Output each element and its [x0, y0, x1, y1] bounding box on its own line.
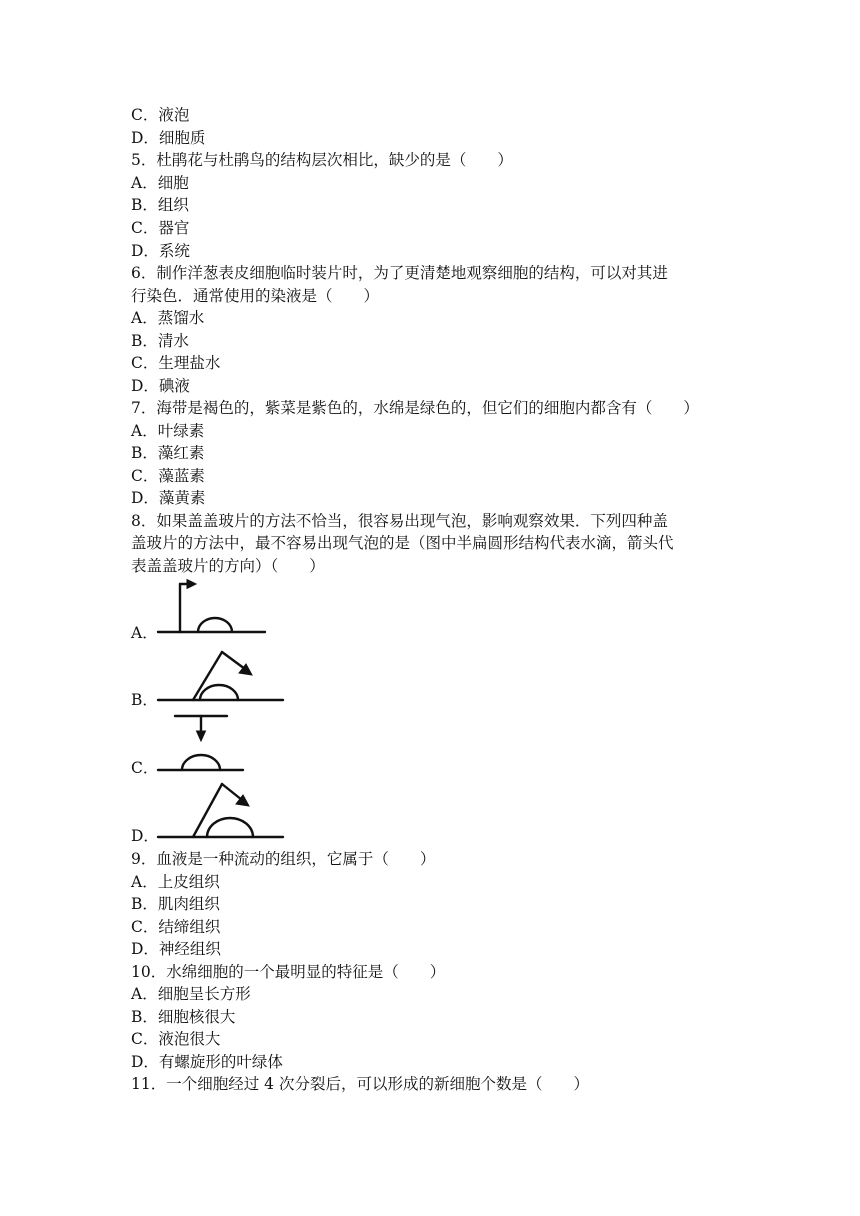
coverslip-diagram-b: [155, 644, 290, 708]
water-drop: [207, 818, 253, 837]
figure-label-d: D．: [131, 827, 159, 845]
option-d-q5: D．系统: [131, 242, 190, 260]
figure-label-a: A．: [131, 624, 158, 642]
water-drop: [182, 755, 220, 770]
option-d-q9: D．神经组织: [131, 940, 221, 958]
question-10: 10．水绵细胞的一个最明显的特征是（ ）: [131, 963, 446, 981]
coverslip-diagram-a: [155, 578, 270, 638]
option-d-q4: D．细胞质: [131, 129, 206, 147]
option-a-q5: A．细胞: [131, 174, 189, 192]
option-c-q6: C．生理盐水: [131, 354, 221, 372]
option-c-q4: C．液泡: [131, 106, 190, 124]
water-drop: [198, 618, 232, 632]
arrow-shaft: [222, 784, 242, 800]
option-a-q7: A．叶绿素: [131, 422, 205, 440]
option-a-q10: A．细胞呈长方形: [131, 985, 251, 1003]
question-5: 5．杜鹃花与杜鹃鸟的结构层次相比，缺少的是（ ）: [131, 151, 513, 169]
option-b-q7: B．藻红素: [131, 444, 205, 462]
question-6-line1: 6．制作洋葱表皮细胞临时装片时，为了更清楚地观察细胞的结构，可以对其进: [131, 264, 668, 282]
option-c-q10: C．液泡很大: [131, 1030, 221, 1048]
question-6-line2: 行染色．通常使用的染液是（ ）: [131, 287, 380, 305]
option-d-q10: D．有螺旋形的叶绿体: [131, 1053, 283, 1071]
option-c-q9: C．结缔组织: [131, 918, 221, 936]
option-a-q9: A．上皮组织: [131, 873, 220, 891]
option-c-q5: C．器官: [131, 219, 190, 237]
coverslip-diagram-c: [155, 712, 250, 776]
option-a-q6: A．蒸馏水: [131, 309, 205, 327]
question-8-line2: 盖玻片的方法中，最不容易出现气泡的是（图中半扁圆形结构代表水滴，箭头代: [131, 534, 674, 552]
option-b-q10: B．细胞核很大: [131, 1008, 236, 1026]
coverslip-diagram-d: [155, 778, 290, 844]
option-b-q5: B．组织: [131, 196, 189, 214]
option-d-q7: D．藻黄素: [131, 489, 206, 507]
option-b-q9: B．肌肉组织: [131, 895, 220, 913]
question-8-line1: 8．如果盖盖玻片的方法不恰当，很容易出现气泡，影响观察效果．下列四种盖: [131, 512, 668, 530]
arrow-head: [187, 580, 196, 589]
question-7: 7．海带是褐色的，紫菜是紫色的，水绵是绿色的，但它们的细胞内都含有（ ）: [131, 399, 699, 417]
option-c-q7: C．藻蓝素: [131, 467, 205, 485]
figure-label-c: C．: [131, 759, 159, 777]
question-9: 9．血液是一种流动的组织，它属于（ ）: [131, 850, 436, 868]
arrow-head: [197, 731, 206, 741]
water-drop: [200, 685, 238, 700]
figure-label-b: B．: [131, 691, 158, 709]
coverslip-line: [193, 784, 222, 837]
question-11: 11．一个细胞经过 4 次分裂后，可以形成的新细胞个数是（ ）: [131, 1075, 589, 1093]
arrow-shaft: [222, 652, 245, 669]
option-d-q6: D．碘液: [131, 377, 190, 395]
option-b-q6: B．清水: [131, 332, 189, 350]
coverslip-line: [193, 652, 222, 700]
question-8-line3: 表盖盖玻片的方向）（ ）: [131, 557, 325, 575]
